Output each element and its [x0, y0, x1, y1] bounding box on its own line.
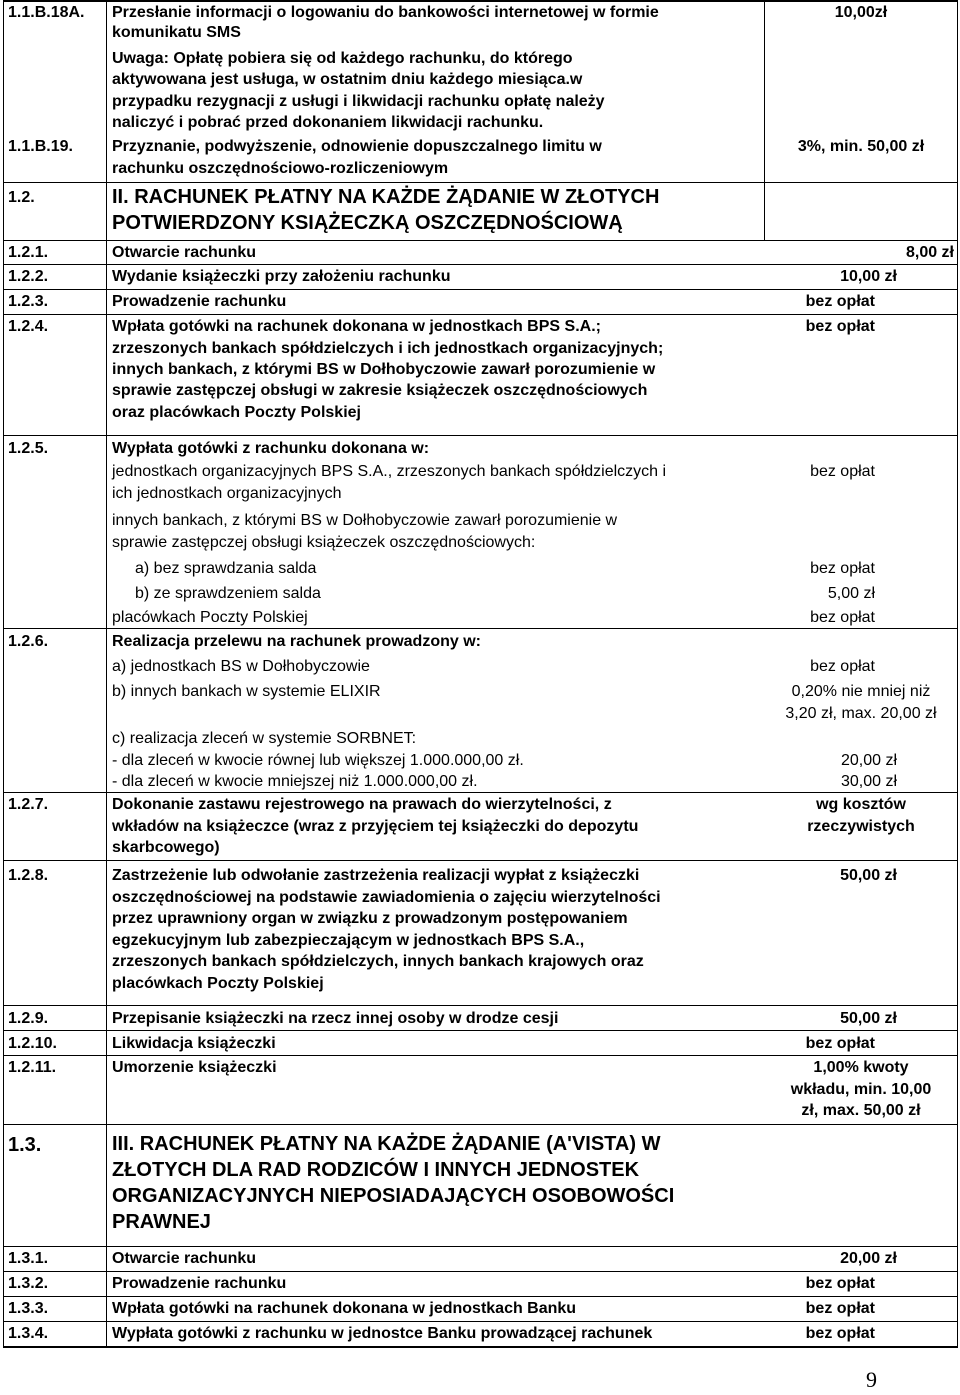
sub-item-fee: 5,00 zł — [827, 585, 875, 602]
row-divider — [3, 264, 958, 265]
row-description: oraz placówkach Poczty Polskiej — [112, 404, 361, 421]
sub-item-fee: bez opłat — [810, 658, 875, 675]
row-fee: wkładu, min. 10,00 — [790, 1081, 932, 1098]
row-description: placówkach Poczty Polskiej — [112, 975, 324, 992]
row-description: sprawie zastępczej obsługi w zakresie książeczek oszczędnościowych — [112, 382, 648, 399]
row-number: 1.2.1. — [8, 244, 49, 261]
row-divider — [3, 628, 958, 629]
sub-item-description: placówkach Poczty Polskiej — [112, 609, 308, 626]
row-number: 1.1.B.19. — [8, 138, 73, 155]
row-fee: 8,00 zł — [905, 244, 954, 261]
row-description: skarbcowego) — [112, 839, 220, 856]
row-number: 1.1.B.18A. — [8, 4, 85, 21]
row-description: Otwarcie rachunku — [112, 1250, 257, 1267]
table-border-bottom — [3, 1346, 958, 1348]
row-fee: bez opłat — [805, 318, 875, 335]
row-divider — [3, 1124, 958, 1125]
sub-item-description: c) realizacja zleceń w systemie SORBNET: — [112, 730, 417, 747]
row-description: Wydanie książeczki przy założeniu rachunku — [112, 268, 451, 285]
row-divider — [3, 860, 958, 861]
row-number: 1.3.1. — [8, 1250, 49, 1267]
row-description: Prowadzenie rachunku — [112, 293, 287, 310]
row-number: 1.2.5. — [8, 440, 49, 457]
row-description: zrzeszonych bankach spółdzielczych i ich jednostkach organizacyjnych; — [112, 340, 664, 357]
table-border-top — [3, 0, 958, 2]
sub-item-fee: 20,00 zł — [840, 752, 897, 769]
row-fee: rzeczywistych — [807, 818, 915, 835]
sub-item-description: innych bankach, z którymi BS w Dołhobyczowie zawarł porozumienie w — [112, 512, 618, 529]
row-divider — [3, 792, 958, 793]
column-divider-number — [106, 0, 107, 1347]
sub-item-description: b) ze sprawdzeniem salda — [135, 585, 321, 602]
page-number: 9 — [866, 1367, 877, 1392]
row-divider — [3, 182, 958, 183]
row-description: komunikatu SMS — [112, 24, 241, 41]
row-description: Wypłata gotówki z rachunku w jednostce Banku prowadzącej rachunek — [112, 1325, 653, 1342]
row-fee: 50,00 zł — [840, 1010, 897, 1027]
sub-item-fee: 0,20% nie mniej niż — [791, 683, 931, 700]
row-fee: 50,00 zł — [840, 867, 897, 884]
row-number: 1.2.2. — [8, 268, 49, 285]
row-divider — [3, 1005, 958, 1006]
sub-item-description: ich jednostkach organizacyjnych — [112, 485, 342, 502]
row-number: 1.2.10. — [8, 1035, 57, 1052]
section-number: 1.2. — [8, 189, 35, 206]
row-description: Wypłata gotówki z rachunku dokonana w: — [112, 440, 430, 457]
row-divider — [3, 1030, 958, 1031]
row-description: Prowadzenie rachunku — [112, 1275, 287, 1292]
column-divider-fee — [764, 0, 765, 240]
section-heading: II. RACHUNEK PŁATNY NA KAŻDE ŻĄDANIE W ZŁOTYCH — [112, 186, 660, 208]
row-description: Wpłata gotówki na rachunek dokonana w jednostkach BPS S.A.; — [112, 318, 601, 335]
section-heading: PRAWNEJ — [112, 1211, 211, 1233]
row-divider — [3, 1321, 958, 1322]
sub-item-description: a) bez sprawdzania salda — [135, 560, 317, 577]
row-number: 1.2.7. — [8, 796, 49, 813]
row-note: naliczyć i pobrać przed dokonaniem likwidacji rachunku. — [112, 114, 544, 131]
row-description: Realizacja przelewu na rachunek prowadzony w: — [112, 633, 481, 650]
sub-item-fee: bez opłat — [810, 463, 875, 480]
table-border-right — [957, 0, 958, 1347]
section-heading: ORGANIZACYJNYCH NIEPOSIADAJĄCYCH OSOBOWOŚCI — [112, 1185, 675, 1207]
row-description: Likwidacja książeczki — [112, 1035, 276, 1052]
row-fee: bez opłat — [805, 1275, 875, 1292]
row-note: przypadku rezygnacji z usługi i likwidacji rachunku opłatę należy — [112, 93, 605, 110]
row-fee: 10,00 zł — [840, 268, 897, 285]
row-description: Wpłata gotówki na rachunek dokonana w jednostkach Banku — [112, 1300, 577, 1317]
row-fee: bez opłat — [805, 1035, 875, 1052]
section-heading: ZŁOTYCH DLA RAD RODZICÓW I INNYCH JEDNOSTEK — [112, 1159, 640, 1181]
row-description: egzekucyjnym lub zabezpieczającym w jednostkach BPS S.A., — [112, 932, 585, 949]
row-fee: bez opłat — [805, 1300, 875, 1317]
row-description: Otwarcie rachunku — [112, 244, 257, 261]
row-description: Przyznanie, podwyższenie, odnowienie dopuszczalnego limitu w — [112, 138, 602, 155]
row-description: Przepisanie książeczki na rzecz innej osoby w drodze cesji — [112, 1010, 559, 1027]
row-divider — [3, 1271, 958, 1272]
row-number: 1.3.3. — [8, 1300, 49, 1317]
row-divider — [3, 435, 958, 436]
row-divider — [3, 240, 958, 241]
sub-item-description: jednostkach organizacyjnych BPS S.A., zrzeszonych bankach spółdzielczych i — [112, 463, 667, 480]
row-number: 1.2.6. — [8, 633, 49, 650]
row-fee: 1,00% kwoty — [813, 1059, 909, 1076]
row-description: Dokonanie zastawu rejestrowego na prawach do wierzytelności, z — [112, 796, 612, 813]
row-divider — [3, 1055, 958, 1056]
sub-item-fee: bez opłat — [810, 609, 875, 626]
row-description: rachunku oszczędnościowo-rozliczeniowym — [112, 160, 449, 177]
row-description: oszczędnościowej na podstawie zawiadomienia o zajęciu wierzytelności — [112, 889, 661, 906]
row-divider — [3, 289, 958, 290]
row-divider — [3, 1296, 958, 1297]
sub-item-fee: 30,00 zł — [840, 773, 897, 790]
sub-item-description: - dla zleceń w kwocie równej lub większej 1.000.000,00 zł. — [112, 752, 524, 769]
row-number: 1.2.3. — [8, 293, 49, 310]
row-fee: bez opłat — [805, 293, 875, 310]
row-description: innych bankach, z którymi BS w Dołhobyczowie zawarł porozumienie w — [112, 361, 656, 378]
sub-item-fee: 3,20 zł, max. 20,00 zł — [785, 705, 937, 722]
row-number: 1.3.4. — [8, 1325, 49, 1342]
row-fee: 3%, min. 50,00 zł — [797, 138, 925, 155]
row-fee: zł, max. 50,00 zł — [801, 1102, 921, 1119]
row-description: Zastrzeżenie lub odwołanie zastrzeżenia realizacji wypłat z książeczki — [112, 867, 640, 884]
sub-item-description: a) jednostkach BS w Dołhobyczowie — [112, 658, 370, 675]
row-fee: 20,00 zł — [840, 1250, 897, 1267]
row-fee: wg kosztów — [816, 796, 906, 813]
row-number: 1.2.8. — [8, 867, 49, 884]
sub-item-description: b) innych bankach w systemie ELIXIR — [112, 683, 381, 700]
row-number: 1.2.11. — [8, 1059, 57, 1076]
row-note: Uwaga: Opłatę pobiera się od każdego rachunku, do którego — [112, 50, 573, 67]
row-number: 1.3.2. — [8, 1275, 49, 1292]
row-description: wkładów na książeczce (wraz z przyjęciem tej książeczki do depozytu — [112, 818, 639, 835]
row-fee: bez opłat — [805, 1325, 875, 1342]
row-description: zrzeszonych bankach spółdzielczych, innych bankach krajowych oraz — [112, 953, 644, 970]
row-description: Przesłanie informacji o logowaniu do bankowości internetowej w formie — [112, 4, 659, 21]
sub-item-fee: bez opłat — [810, 560, 875, 577]
row-description: przez uprawniony organ w związku z prowadzonym postępowaniem — [112, 910, 628, 927]
section-heading: POTWIERDZONY KSIĄŻECZKĄ OSZCZĘDNOŚCIOWĄ — [112, 212, 623, 234]
row-number: 1.2.9. — [8, 1010, 49, 1027]
row-number: 1.2.4. — [8, 318, 49, 335]
row-description: Umorzenie książeczki — [112, 1059, 277, 1076]
section-number: 1.3. — [8, 1134, 42, 1156]
sub-item-description: - dla zleceń w kwocie mniejszej niż 1.000.000,00 zł. — [112, 773, 478, 790]
row-divider — [3, 1246, 958, 1247]
row-fee: 10,00zł — [834, 4, 888, 21]
row-note: aktywowana jest usługa, w ostatnim dniu każdego miesiąca.w — [112, 71, 583, 88]
table-border-left — [3, 0, 4, 1347]
section-heading: III. RACHUNEK PŁATNY NA KAŻDE ŻĄDANIE (A'VISTA) W — [112, 1133, 661, 1155]
sub-item-description: sprawie zastępczej obsługi książeczek oszczędnościowych: — [112, 534, 536, 551]
row-divider — [3, 314, 958, 315]
